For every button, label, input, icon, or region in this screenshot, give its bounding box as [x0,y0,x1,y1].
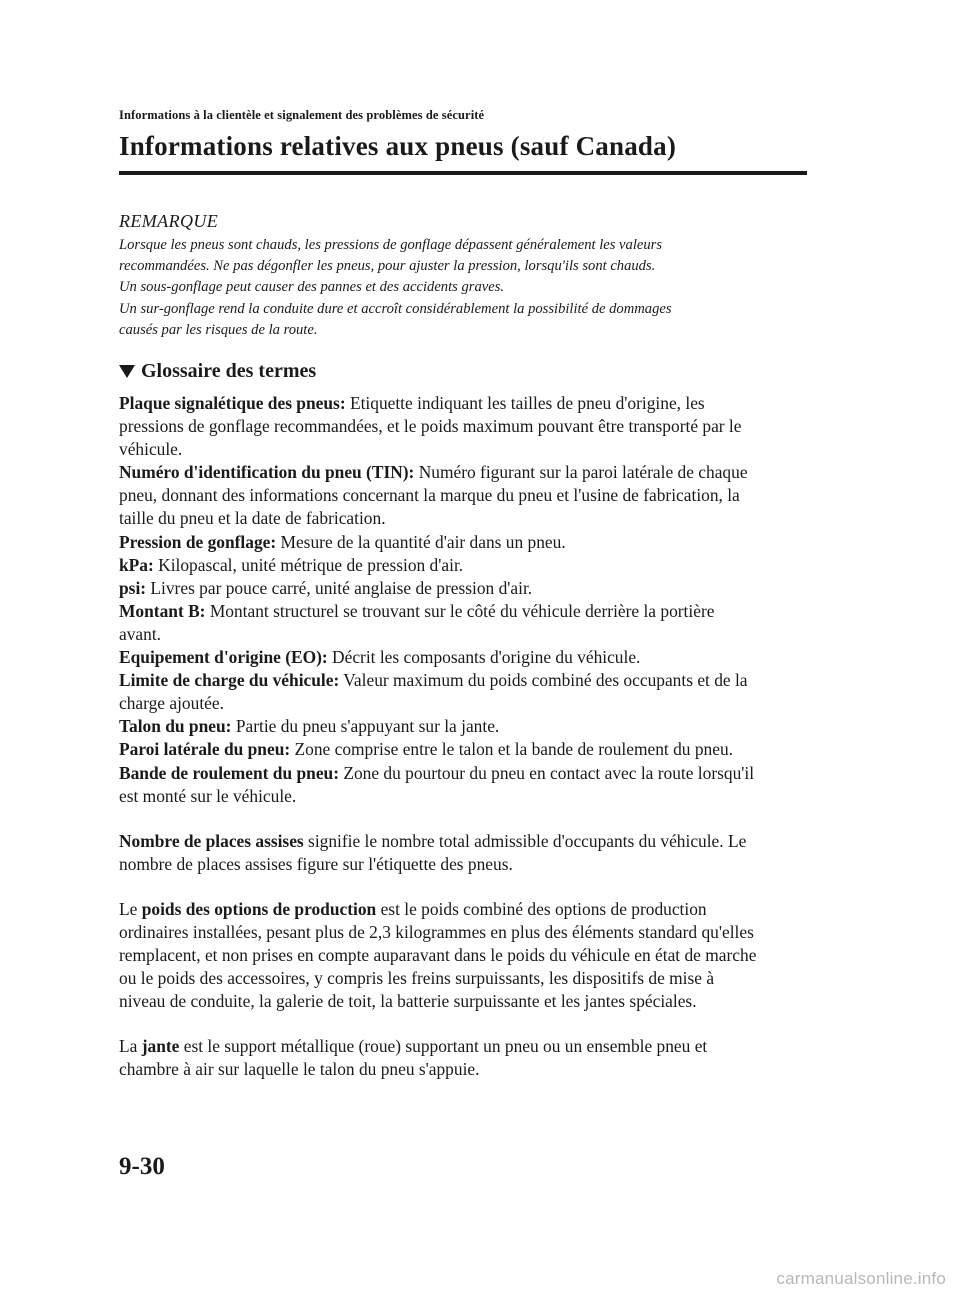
glossary-definition: Zone du pourtour du pneu en contact avec la route lorsqu'il [339,762,755,783]
note-block [119,211,819,341]
paragraph-line: chambre à air sur laquelle le talon du pneu s'appuie. [119,1059,480,1080]
paragraph-gap [119,808,819,830]
paragraph-term: poids des options de production [141,898,377,919]
glossary-definition: Zone comprise entre le talon et la bande de roulement du pneu. [290,739,733,760]
paragraph-gap [119,876,819,898]
paragraph-line: nombre de places assises figure sur l'étiquette des pneus. [119,853,513,874]
glossary-line [119,738,819,761]
glossary-definition: Etiquette indiquant les tailles de pneu d'origine, les [345,393,705,413]
page-title: Informations relatives aux pneus (sauf Canada) [119,131,677,161]
paragraph-prefix: La [119,1036,142,1057]
note-line: causés par les risques de la route. [119,321,318,338]
glossary-term: Talon du pneu: [119,716,232,737]
glossary-body [119,392,819,1082]
glossary-line [119,646,819,669]
glossary-line: pneu, donnant des informations concernant la marque du pneu et l'usine de fabrication, la [119,485,740,506]
paragraph-term: Nombre de places assises [119,830,304,851]
title-rule [119,171,807,175]
glossary-line [119,461,819,484]
glossary-line: charge ajoutée. [119,693,224,714]
glossary-term: Numéro d'identification du pneu (TIN): [119,462,415,483]
glossary-term: Paroi latérale du pneu: [119,739,291,760]
glossary-line [119,762,819,785]
glossary-line [119,531,819,554]
paragraph-line [119,1035,819,1058]
glossary-definition: Partie du pneu s'appuyant sur la jante. [231,716,500,737]
glossary-definition: Valeur maximum du poids combiné des occupants et de la [339,670,748,691]
glossary-term: psi: [119,577,147,598]
glossary-heading-text: Glossaire des termes [141,360,317,382]
paragraph-line: niveau de conduite, la galerie de toit, la batterie surpuissante et les jantes spéciales. [119,991,697,1012]
glossary-line: taille du pneu et la date de fabrication. [119,508,386,529]
section-header: Informations à la clientèle et signalement des problèmes de sécurité [119,108,485,122]
glossary-line [119,577,819,600]
page-number: 9-30 [119,1153,165,1180]
paragraph-line: ou le poids des accessoires, y compris les freins surpuissants, les dispositifs de mise à [119,968,715,989]
note-line: Un sur-gonflage rend la conduite dure et accroît considérablement la possibilité de dommages [119,300,672,317]
paragraph-term: jante [141,1036,180,1057]
paragraph-gap [119,1013,819,1035]
glossary-line: avant. [119,623,162,644]
glossary-line [119,554,819,577]
glossary-line: est monté sur le véhicule. [119,785,297,806]
glossary-definition: Livres par pouce carré, unité anglaise de pression d'air. [146,577,533,598]
paragraph-line [119,898,819,921]
triangle-down-icon [119,365,135,378]
glossary-term: kPa: [119,554,154,575]
glossary-definition: Numéro figurant sur la paroi latérale de chaque [414,462,748,483]
glossary-term: Plaque signalétique des pneus: [119,393,346,413]
paragraph-line: ordinaires installées, pesant plus de 2,3 kilogrammes en plus des éléments standard qu'elles [119,921,754,942]
glossary-line: véhicule. [119,439,183,460]
glossary-line: pressions de gonflage recommandées, et le poids maximum pouvant être transporté par le [119,416,742,437]
glossary-definition: Kilopascal, unité métrique de pression d'air. [153,554,464,575]
glossary-term: Montant B: [119,600,206,621]
glossary-line [119,392,819,415]
glossary-term: Pression de gonflage: [119,531,277,552]
glossary-definition: Mesure de la quantité d'air dans un pneu. [276,531,566,552]
glossary-line [119,715,819,738]
paragraph-line: remplacent, et non prises en compte auparavant dans le poids du véhicule en état de marche [119,945,757,966]
glossary-definition: Décrit les composants d'origine du véhicule. [327,647,641,668]
glossary-term: Limite de charge du véhicule: [119,670,340,691]
paragraph-text: est le poids combiné des options de production [376,898,707,919]
paragraph-prefix: Le [119,898,142,919]
note-line: Lorsque les pneus sont chauds, les pressions de gonflage dépassent généralement les valeurs [119,237,663,253]
glossary-definition: Montant structurel se trouvant sur le côté du véhicule derrière la portière [205,600,715,621]
paragraph-text: signifie le nombre total admissible d'occupants du véhicule. Le [303,830,747,851]
glossary-heading [119,360,316,383]
glossary-line [119,669,819,692]
glossary-term: Equipement d'origine (EO): [119,647,328,668]
note-line: recommandées. Ne pas dégonfler les pneus, pour ajuster la pression, lorsqu'ils sont chauds. [119,258,656,275]
glossary-term: Bande de roulement du pneu: [119,762,339,783]
glossary-line [119,600,819,623]
paragraph-line [119,830,819,853]
note-title: REMARQUE [119,211,219,231]
paragraph-text: est le support métallique (roue) supportant un pneu ou un ensemble pneu et [179,1036,708,1057]
watermark: carmanualsonline.info [776,1269,946,1288]
note-line: Un sous-gonflage peut causer des pannes et des accidents graves. [119,279,505,296]
